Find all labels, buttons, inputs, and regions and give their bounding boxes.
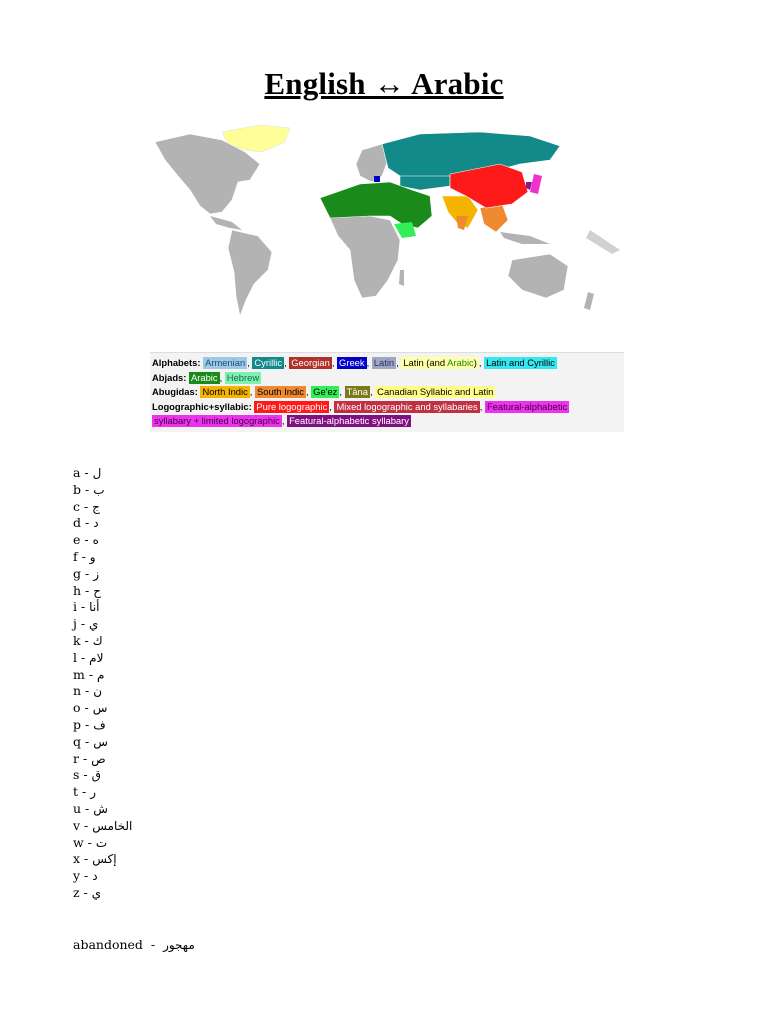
alphabet-row	[73, 549, 132, 566]
arabic-equivalent: س	[93, 734, 108, 749]
arabic-equivalent: ك	[92, 633, 103, 648]
arabic-equivalent: ح	[93, 583, 101, 598]
vocabulary-list	[73, 937, 195, 952]
legend-featural-alphabetic: Featural-alphabetic	[486, 400, 568, 412]
latin-letter: p -	[73, 716, 94, 732]
latin-letter: w -	[73, 834, 96, 850]
south-america-region	[228, 230, 272, 316]
arabic-equivalent: ت	[95, 835, 108, 850]
arabic-equivalent: لام	[89, 650, 104, 665]
arabic-equivalent: و	[89, 549, 96, 564]
alphabet-row	[73, 885, 132, 902]
alphabet-row	[73, 851, 132, 868]
world-map-image	[150, 120, 626, 348]
legend-geez: Ge'ez	[313, 386, 338, 398]
legend-latin-and-arabic	[401, 357, 479, 369]
legend-abjads-label: Abjads:	[152, 371, 187, 383]
legend-alphabets-label: Alphabets:	[152, 357, 201, 368]
arabic-equivalent: ن	[93, 684, 103, 699]
alphabet-row	[73, 784, 132, 801]
alphabet-row	[73, 499, 132, 516]
legend-logographic-row: Logographic+syllabic: Pure logographic , Mixed logographic and syllabaries , Featural-alphabetic	[152, 400, 568, 412]
arabic-equivalent: س	[92, 701, 108, 716]
arabic-equivalent: الخامس	[92, 818, 133, 833]
legend-alphabets-row: Alphabets: Armenian , Cyrillic , Georgian , Greek , Latin , Latin (and Arabic) , Latin and Cyrillic	[152, 357, 555, 368]
legend-georgian: Georgian	[291, 357, 330, 368]
alphabet-row	[73, 515, 132, 532]
legend-latin-cyrillic: Latin and Cyrillic	[486, 357, 555, 368]
alphabet-row	[73, 650, 132, 667]
arabic-equivalent: ه	[92, 533, 99, 548]
latin-letter: n -	[73, 683, 94, 699]
alphabet-row	[73, 566, 132, 583]
africa-region	[330, 216, 400, 298]
legend-pure-logographic: Pure logographic	[256, 400, 328, 412]
alphabet-row	[73, 835, 132, 852]
latin-letter: a -	[73, 465, 93, 480]
latin-letter: t -	[73, 784, 91, 800]
latin-letter: u -	[73, 800, 94, 816]
latin-letter: s -	[73, 767, 92, 783]
arabic-equivalent: م	[97, 667, 105, 682]
alphabet-row	[73, 633, 132, 650]
alphabet-row	[73, 868, 132, 885]
latin-letter: l -	[73, 649, 90, 665]
arabic-equivalent: ص	[91, 751, 106, 766]
alphabet-row	[73, 751, 132, 768]
legend-hebrew: Hebrew	[226, 371, 260, 383]
arabic-equivalent: إكس	[92, 852, 117, 867]
legend-featural-syllabary: Featural-alphabetic syllabary	[289, 415, 409, 427]
alphabet-row	[73, 599, 132, 616]
latin-letter: g -	[73, 565, 94, 581]
latin-letter: f -	[73, 548, 90, 564]
legend-armenian: Armenian	[205, 357, 246, 368]
alphabet-row	[73, 465, 132, 482]
latin-letter: h -	[73, 582, 94, 598]
legend-arabic: Arabic	[191, 371, 218, 383]
alphabet-row	[73, 801, 132, 818]
legend-featural-alphabetic-2: syllabary + limited logographic	[154, 415, 280, 427]
latin-letter: c -	[73, 498, 93, 514]
alphabet-row	[73, 616, 132, 633]
legend-logographic-label: Logographic+syllabic:	[152, 400, 252, 412]
alphabet-row	[73, 717, 132, 734]
latin-letter: v -	[73, 817, 93, 833]
legend-abugidas-label: Abugidas:	[152, 386, 198, 398]
page-title: English ↔ Arabic	[264, 66, 504, 101]
legend-canadian: Canadian Syllabic and Latin	[377, 386, 494, 398]
latin-letter: d -	[73, 515, 94, 531]
latin-letter: i -	[73, 599, 90, 615]
arabic-equivalent: ب	[93, 482, 105, 497]
latin-letter: q -	[73, 733, 94, 749]
legend-abugidas-row: Abugidas: North Indic , South Indic , Ge'ez , Tāna , Canadian Syllabic and Latin	[152, 386, 494, 398]
arabic-equivalent: د	[92, 869, 98, 884]
arabic-equivalent: ر	[90, 785, 96, 800]
latin-letter: j -	[73, 616, 90, 632]
latin-letter: z -	[73, 884, 92, 900]
latin-letter: o -	[73, 700, 93, 716]
latin-letter: e -	[73, 532, 93, 548]
arabic-equivalent: أنا	[89, 600, 100, 615]
arabic-equivalent: ل	[92, 466, 102, 480]
alphabet-row	[73, 683, 132, 700]
alphabet-row	[73, 482, 132, 499]
arabic-equivalent: د	[93, 516, 99, 531]
alphabet-row	[73, 667, 132, 684]
english-word: abandoned -	[73, 937, 164, 952]
arabic-equivalent: ف	[93, 717, 106, 732]
alphabet-row	[73, 767, 132, 784]
latin-letter: b -	[73, 481, 94, 497]
legend-latin: Latin	[373, 357, 395, 368]
legend-latin-and-text: Latin (and	[403, 357, 448, 368]
australia-region	[508, 254, 568, 298]
legend-south-indic: South Indic	[257, 386, 304, 398]
vocab-row	[73, 937, 195, 952]
legend-latin-and-close: )	[473, 357, 477, 368]
legend-mixed-logographic: Mixed logographic and syllabaries	[336, 400, 478, 412]
arabic-equivalent: ز	[93, 566, 99, 581]
map-legend	[150, 352, 624, 432]
arabic-equivalent: ي	[89, 617, 99, 632]
alphabet-row	[73, 734, 132, 751]
legend-abjads-row: Abjads: Arabic , Hebrew	[152, 371, 260, 383]
world-writing-systems-map	[150, 120, 626, 348]
legend-logographic-row-2: syllabary + limited logographic , Featural-alphabetic syllabary	[154, 415, 409, 427]
latin-letter: y -	[73, 868, 93, 884]
alphabet-row	[73, 532, 132, 549]
legend-cyrillic: Cyrillic	[254, 357, 283, 368]
arabic-word: مهجور	[163, 938, 195, 952]
arabic-equivalent: ش	[93, 801, 108, 816]
alphabet-row	[73, 700, 132, 717]
arabic-equivalent: ج	[92, 499, 100, 514]
legend-tana: Tāna	[346, 386, 368, 398]
legend-greek: Greek	[339, 357, 365, 368]
latin-letter: m -	[73, 666, 98, 682]
latin-letter: x -	[73, 851, 93, 867]
latin-letter: k -	[73, 632, 93, 648]
alphabet-row	[73, 818, 132, 835]
alphabet-row	[73, 583, 132, 600]
alphabet-list	[73, 465, 132, 902]
arabic-equivalent: ق	[91, 768, 101, 783]
legend-latin-and-arabic-text: Arabic	[447, 357, 474, 368]
arabic-equivalent: ي	[91, 885, 102, 900]
legend-north-indic: North Indic	[202, 386, 248, 398]
latin-letter: r -	[73, 750, 92, 766]
